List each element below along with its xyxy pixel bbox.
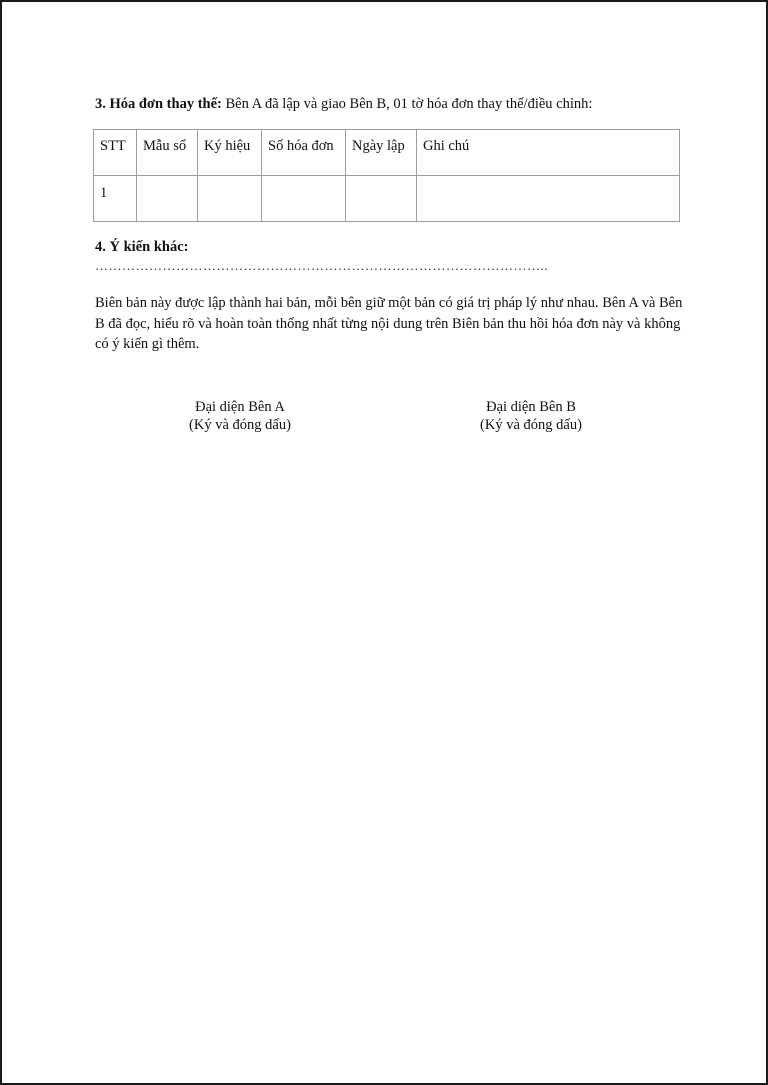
table-cell-invoice-number — [262, 176, 346, 222]
signature-note-party-a: (Ký và đóng dấu) — [189, 417, 291, 433]
section-3-text: Bên A đã lập và giao Bên B, 01 tờ hóa đơn thay thế/điều chỉnh: — [225, 96, 593, 112]
signature-block-party-b — [431, 398, 631, 434]
other-opinions-dotted-line: ……………………………………………………………………………………….. — [95, 258, 548, 273]
column-header-notes: Ghi chú — [417, 130, 680, 176]
table-cell-symbol — [198, 176, 262, 222]
table-row — [94, 176, 680, 222]
column-header-template-number: Mẫu số — [137, 130, 198, 176]
closing-paragraph: Biên bản này được lập thành hai bản, mỗi bên giữ một bản có giá trị pháp lý như nhau. Bên A và Bên B đã đọc, hiểu rõ và hoàn toàn thống nhất từng nội dung trên Biên bản thu hồi hóa đơn này và không có ý kiến gì thêm. — [95, 295, 683, 352]
table-cell-notes — [417, 176, 680, 222]
signature-title-party-b: Đại diện Bên B — [486, 399, 576, 415]
column-header-issue-date: Ngày lập — [346, 130, 417, 176]
column-header-stt: STT — [94, 130, 137, 176]
table-cell-template-number — [137, 176, 198, 222]
section-3-heading: 3. Hóa đơn thay thế: — [95, 96, 222, 112]
table-cell-stt: 1 — [94, 176, 137, 222]
signature-block-party-a — [140, 398, 340, 434]
signature-note-party-b: (Ký và đóng dấu) — [480, 417, 582, 433]
section-3-line — [95, 95, 592, 113]
table-cell-issue-date — [346, 176, 417, 222]
column-header-invoice-number: Số hóa đơn — [262, 130, 346, 176]
section-4-heading: 4. Ý kiến khác: — [95, 239, 189, 255]
signature-title-party-a: Đại diện Bên A — [195, 399, 285, 415]
table-header-row — [94, 130, 680, 176]
column-header-symbol: Ký hiệu — [198, 130, 262, 176]
replacement-invoice-table — [93, 129, 680, 222]
